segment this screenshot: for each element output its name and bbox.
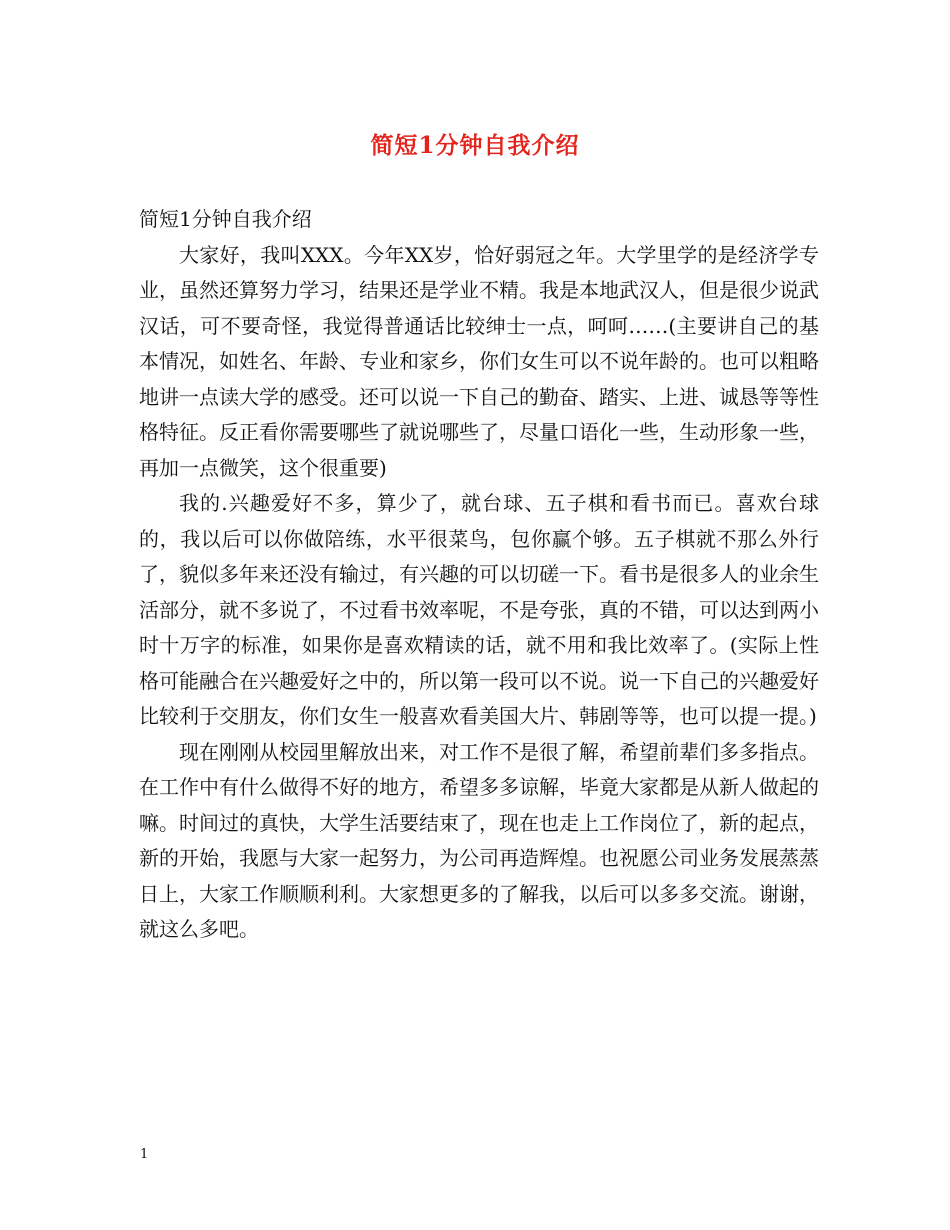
paragraph-intro: 大家好，我叫XXX。今年XX岁，恰好弱冠之年。大学里学的是经济学专业，虽然还算努力学习，结果还是学业不精。我是本地武汉人，但是很少说武汉话，可不要奇怪，我觉得普通话比较绅士一点，呵呵……(主要讲自己的基本情况，如姓名、年龄、专业和家乡，你们女生可以不说年龄的。也可以粗略地讲一点读大学的感受。还可以说一下自己的勤奋、踏实、上进、诚恳等等性格特征。反正看你需要哪些了就说哪些了，尽量口语化一些，生动形象一些，再加一点微笑，这个很重要)	[139, 242, 819, 480]
paragraph-hobbies: 我的.兴趣爱好不多，算少了，就台球、五子棋和看书而已。喜欢台球的，我以后可以你做陪练，水平很菜鸟，包你赢个够。五子棋就不那么外行了，貌似多年来还没有输过，有兴趣的可以切磋一下。看书是很多人的业余生活部分，就不多说了，不过看书效率呢，不是夸张，真的不错，可以达到两小时十万字的标准，如果你是喜欢精读的话，就不用和我比效率了。(实际上性格可能融合在兴趣爱好之中的，所以第一段可以不说。说一下自己的兴趣爱好比较利于交朋友，你们女生一般喜欢看美国大片、韩剧等等，也可以提一提。)	[139, 491, 819, 728]
page-number: 1	[140, 1147, 149, 1162]
document-subtitle: 简短1分钟自我介绍	[139, 207, 312, 231]
document-body	[139, 202, 819, 948]
paragraph-closing: 现在刚刚从校园里解放出来，对工作不是很了解，希望前辈们多多指点。在工作中有什么做得不好的地方，希望多多谅解，毕竟大家都是从新人做起的嘛。时间过的真快，大学生活要结束了，现在也走上工作岗位了，新的起点，新的开始，我愿与大家一起努力，为公司再造辉煌。也祝愿公司业务发展蒸蒸日上，大家工作顺顺利利。大家想更多的了解我，以后可以多多交流。谢谢，就这么多吧。	[139, 739, 819, 941]
document-title: 简短1分钟自我介绍	[370, 132, 580, 159]
